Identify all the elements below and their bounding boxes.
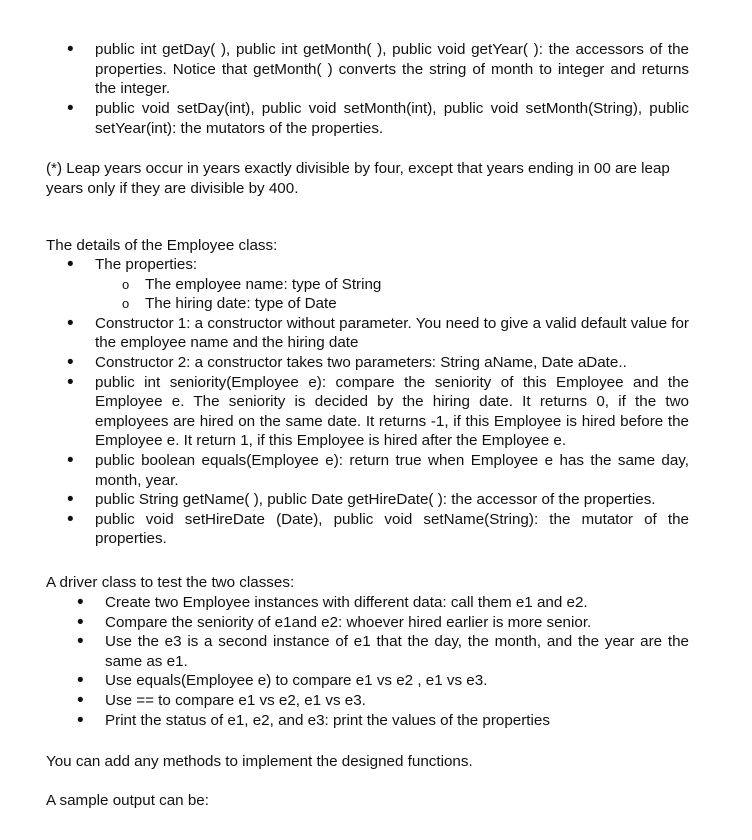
list-item: • Use the e3 is a second instance of e1 that the day, the month, and the year are the same as e1.	[105, 632, 689, 671]
list-item: • Constructor 2: a constructor takes two parameters: String aName, Date aDate..	[95, 353, 689, 373]
list-item: • public int seniority(Employee e): compare the seniority of this Employee and the Employee e. The seniority is decided by the hiring date. It returns 0, if the two employees are hired on the same date. It returns -1, if this Employee is hired before the Employee e. It return 1, if this Employee is hired after the Employee e.	[95, 373, 689, 451]
list-item: • Use equals(Employee e) to compare e1 vs e2 , e1 vs e3.	[105, 671, 689, 691]
employee-heading: The details of the Employee class:	[46, 237, 278, 254]
list-item: • public void setHireDate (Date), public void setName(String): the mutator of the properties.	[95, 510, 689, 549]
list-item: • public int getDay( ), public int getMonth( ), public void getYear( ): the accessors of the properties. Notice that getMonth( ) converts the string of month to integer and returns the integer.	[95, 40, 689, 99]
list-item: • Use == to compare e1 vs e2, e1 vs e3.	[105, 691, 689, 711]
list-item: • public boolean equals(Employee e): return true when Employee e has the same day, month, year.	[95, 451, 689, 490]
driver-list	[105, 593, 689, 730]
list-item: • Constructor 1: a constructor without parameter. You need to give a valid default value for the employee name and the hiring date	[95, 314, 689, 353]
list-item: • Print the status of e1, e2, and e3: print the values of the properties	[105, 711, 689, 731]
list-item: o The employee name: type of String	[145, 275, 685, 295]
list-item	[95, 255, 689, 314]
employee-details-list	[95, 255, 689, 549]
list-item: • public String getName( ), public Date getHireDate( ): the accessor of the properties.	[95, 490, 689, 510]
list-item: • Compare the seniority of e1and e2: whoever hired earlier is more senior.	[105, 613, 689, 633]
date-methods-list	[95, 40, 689, 138]
leap-year-note: (*) Leap years occur in years exactly divisible by four, except that years ending in 00 are leap years only if they are divisible by 400.	[46, 160, 670, 197]
list-item: • public void setDay(int), public void setMonth(int), public void setMonth(String), public setYear(int): the mutators of the properties.	[95, 99, 689, 138]
driver-heading: A driver class to test the two classes:	[46, 574, 295, 591]
closing-text: You can add any methods to implement the designed functions.	[46, 753, 473, 770]
employee-properties-list	[145, 275, 685, 314]
list-item: • Create two Employee instances with different data: call them e1 and e2.	[105, 593, 689, 613]
properties-label: The properties:	[95, 256, 198, 273]
list-item: o The hiring date: type of Date	[145, 294, 685, 314]
sample-output-label: A sample output can be:	[46, 792, 209, 809]
